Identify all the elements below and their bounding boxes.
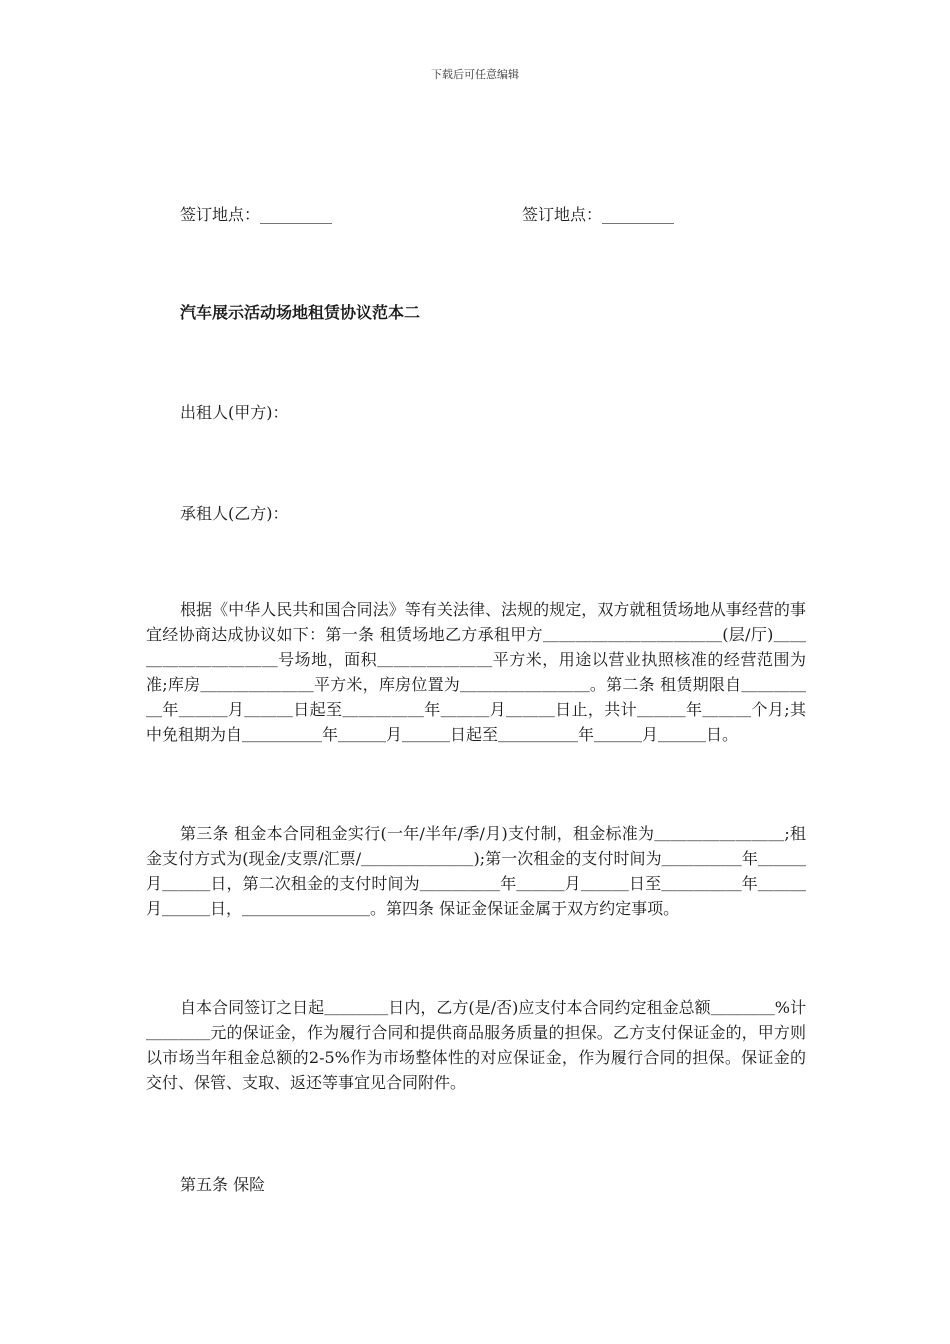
clause-paragraph-1: 根据《中华人民共和国合同法》等有关法律、法规的规定，双方就租赁场地从事经营的事宜经协商达成协议如下：第一条 租赁场地乙方承租甲方＿＿＿＿＿＿＿＿＿＿＿(层/厅)＿＿＿＿＿＿＿＿＿＿号场地，面积＿＿＿＿＿＿＿平方米，用途以营业执照核准的经营范围为准;库房＿＿＿＿＿＿＿平方米，库房位置为＿＿＿＿＿＿＿＿。第二条 租赁期限自＿＿＿＿＿年＿＿＿月＿＿＿日起至＿＿＿＿＿年＿＿＿月＿＿＿日止，共计＿＿＿年＿＿＿个月;其中免租期为自＿＿＿＿＿年＿＿＿月＿＿＿日起至＿＿＿＿＿年＿＿＿月＿＿＿日。 — [146, 600, 806, 744]
clause-paragraph-2: 第三条 租金本合同租金实行(一年/半年/季/月)支付制，租金标准为＿＿＿＿＿＿＿＿;租金支付方式为(现金/支票/汇票/＿＿＿＿＿＿＿);第一次租金的支付时间为＿＿＿＿＿年＿＿＿月＿＿＿日，第二次租金的支付时间为＿＿＿＿＿年＿＿＿月＿＿＿日至＿＿＿＿＿年＿＿＿月＿＿＿日，＿＿＿＿＿＿＿＿。第四条 保证金保证金属于双方约定事项。 — [146, 824, 806, 918]
document-title: 汽车展示活动场地租赁协议范本二 — [180, 303, 421, 322]
section-5-heading: 第五条 保险 — [180, 1175, 266, 1194]
lessee-label: 承租人(乙方)： — [180, 504, 289, 523]
clause-paragraph-3: 自本合同签订之日起＿＿＿＿日内，乙方(是/否)应支付本合同约定租金总额＿＿＿＿%计＿＿＿＿元的保证金，作为履行合同和提供商品服务质量的担保。乙方支付保证金的，甲方则以市场当年租金总额的2-5%作为市场整体性的对应保证金，作为履行合同的担保。保证金的交付、保管、支取、返还等事宜见合同附件。 — [146, 998, 806, 1092]
page-header-note: 下载后可任意编辑 — [431, 68, 519, 81]
signing-place-right: 签订地点：_________ — [522, 205, 675, 224]
signing-place-left: 签订地点：_________ — [180, 205, 333, 224]
lessor-label: 出租人(甲方)： — [180, 403, 289, 422]
